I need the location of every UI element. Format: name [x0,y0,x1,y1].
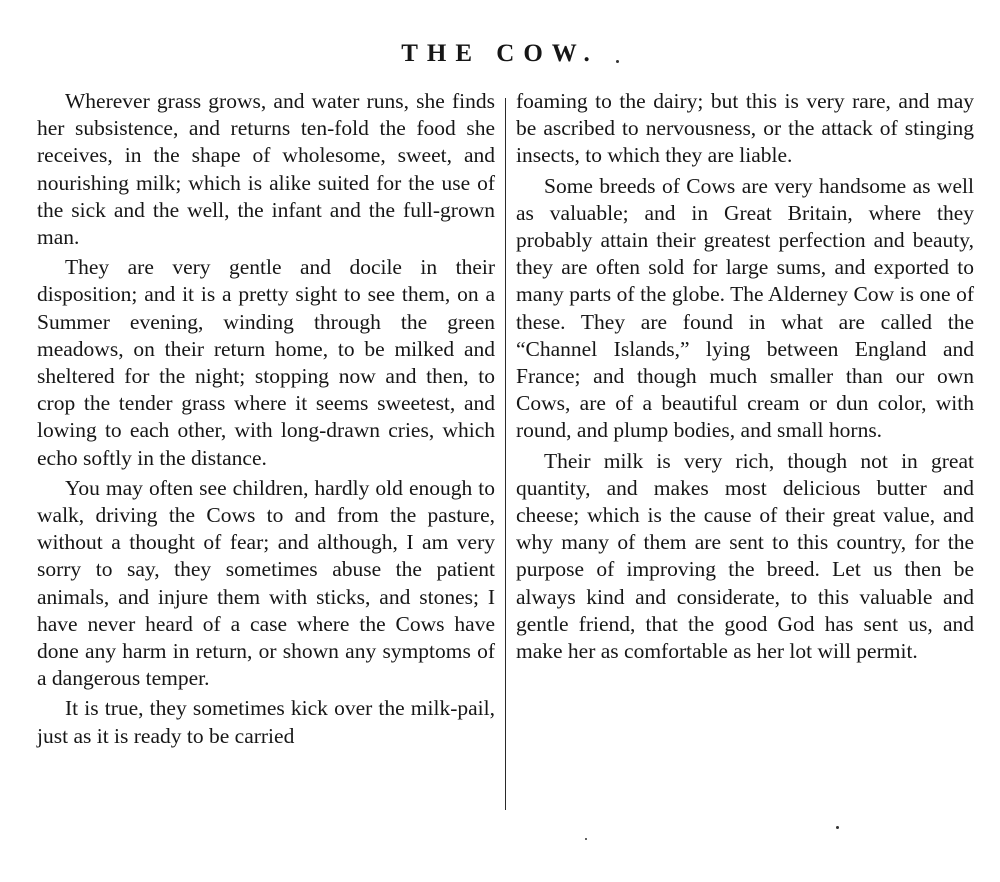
paragraph: foaming to the dairy; but this is very rare, and may be ascribed to nervousness, or the attack of stinging insects, to which they are liable. [516,89,974,168]
print-speck [616,60,619,63]
paragraph: You may often see children, hardly old enough to walk, driving the Cows to and from the pasture, without a thought of fear; and although, I am very sorry to say, they sometimes abuse the patient animals, and injure them with sticks, and stones; I have never heard of a case where the Cows have done any harm in return, or shown any symptoms of a dangerous temper. [37,475,495,691]
paragraph: Their milk is very rich, though not in great quantity, and makes most delicious butter and cheese; which is the cause of their great value, and why many of them are sent to this country, for the purpose of improving the breed. Let us then be always kind and considerate, to this valuable and gentle friend, that the good God has sent us, and make her as comfortable as her lot will permit. [516,448,974,664]
paragraph: It is true, they sometimes kick over the milk-pail, just as it is ready to be carried [37,696,495,748]
print-speck [585,838,587,840]
left-column [37,88,495,753]
column-divider [505,98,506,810]
paragraph: Wherever grass grows, and water runs, she finds her subsistence, and returns ten-fold the food she receives, in the shape of wholesome, sweet, and nourishing milk; which is alike suited for the use of the sick and the well, the infant and the full-grown man. [37,89,495,250]
paragraph: They are very gentle and docile in their disposition; and it is a pretty sight to see them, on a Summer evening, winding through the green meadows, on their return home, to be milked and sheltered for the night; stopping now and then, to crop the tender grass where it seems sweetest, and lowing to each other, with long-drawn cries, which echo softly in the distance. [37,255,495,470]
paragraph: Some breeds of Cows are very handsome as well as valuable; and in Great Britain, where they probably attain their greatest perfection and beauty, they are often sold for large sums, and exported to many parts of the globe. The Alderney Cow is one of these. They are found in what are called the “Channel Islands,” lying between England and France; and though much smaller than our own Cows, are of a beautiful cream or dun color, with round, and plump bodies, and small horns. [516,173,974,443]
right-column [516,88,974,668]
page-title: THE COW. [401,40,599,67]
print-speck [836,826,839,829]
